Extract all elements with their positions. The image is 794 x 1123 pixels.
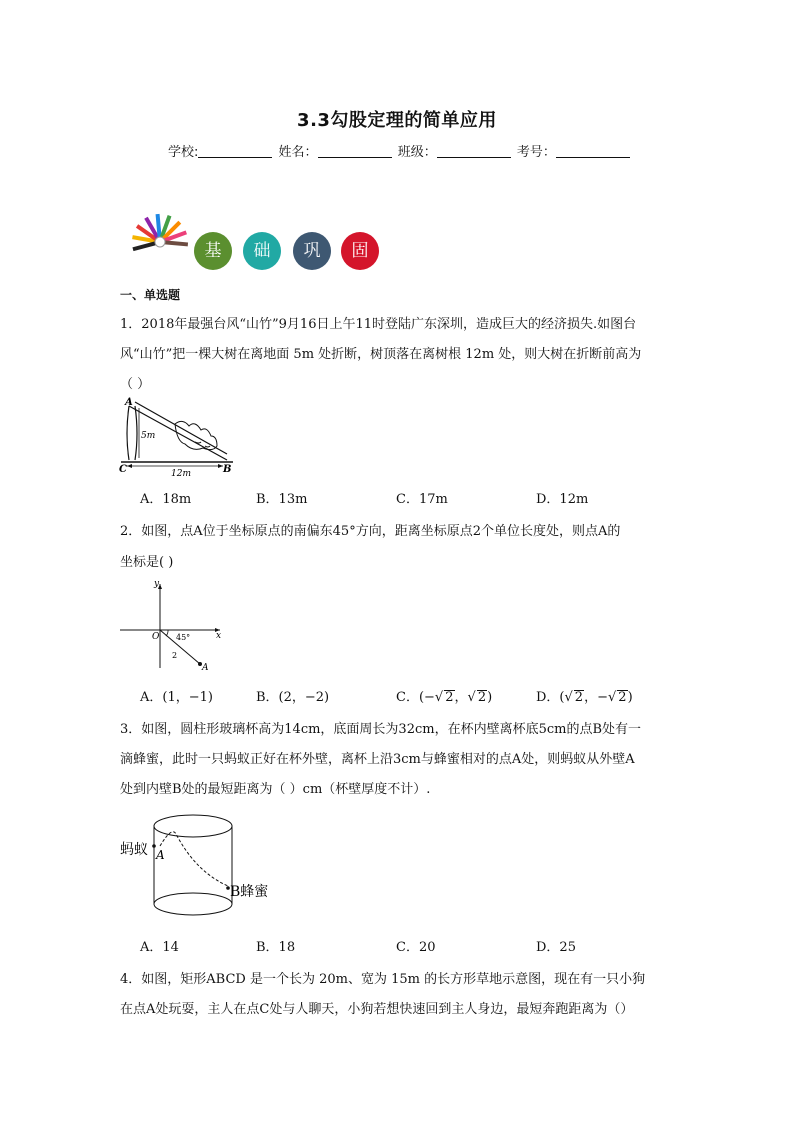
school-blank[interactable] (198, 145, 272, 158)
banner-char-gong: 巩 (293, 232, 331, 270)
sqrt-symbol: √ (607, 690, 617, 705)
q3-line-1: 3．如图，圆柱形玻璃杯高为14cm，底面周长为32cm，在杯内壁离杯底5cm的点B处有一 (120, 722, 642, 737)
q3-line-3: 处到内壁B处的最短距离为（ ）cm（杯壁厚度不计）. (120, 782, 431, 797)
q2-label-o: O (152, 632, 160, 642)
q1-broken-tree-figure (115, 394, 240, 476)
q2-line-2: 坐标是( ) (120, 555, 174, 570)
exam-number-label: 考号： (516, 145, 556, 160)
page-title: 3.3勾股定理的简单应用 (297, 110, 497, 131)
q1-option-d[interactable]: D．12m (536, 492, 589, 507)
q3-option-b[interactable]: B．18 (256, 940, 296, 955)
q2-label-45: 45° (176, 633, 191, 642)
q3-label-b-honey: B蜂蜜 (230, 884, 269, 900)
banner-char-ji: 基 (194, 232, 232, 270)
q2-coordinate-figure (116, 576, 226, 672)
q3-label-a: A (156, 848, 165, 862)
q2-option-c[interactable]: C．(−√ 2，√ 2) (396, 690, 493, 705)
q2-option-d[interactable]: D．(√ 2，−√ 2) (536, 690, 633, 705)
q2-option-b[interactable]: B．(2，−2) (256, 690, 330, 705)
student-info-line (168, 141, 632, 160)
school-label: 学校: (168, 145, 199, 160)
q4-line-2: 在点A处玩耍，主人在点C处与人聊天，小狗若想快速回到主人身边，最短奔跑距离为（） (120, 1002, 634, 1017)
q2-label-y: y (154, 579, 160, 589)
q3-line-2: 滴蜂蜜，此时一只蚂蚁正好在杯外壁，离杯上沿3cm与蜂蜜相对的点A处，则蚂蚁从外壁A (120, 752, 635, 767)
q1-option-b[interactable]: B．13m (256, 492, 308, 507)
colored-pencils-icon (130, 210, 190, 270)
banner-char-chu: 础 (243, 232, 281, 270)
q1-label-a: A (125, 397, 133, 408)
q1-line-2: 风“山竹”把一棵大树在离地面 5m 处折断，树顶落在离树根 12m 处，则大树在折断前高为 (120, 347, 642, 362)
sqrt-symbol: √ (564, 690, 573, 705)
q3-label-ant: 蚂蚁 (120, 842, 148, 858)
q1-option-a[interactable]: A．18m (140, 492, 192, 507)
class-label: 班级： (397, 145, 437, 160)
q2-option-a[interactable]: A．(1，−1) (140, 690, 213, 705)
q3-option-c[interactable]: C．20 (396, 940, 436, 955)
q3-cylinder-figure (116, 806, 286, 922)
q1-label-12m: 12m (171, 469, 191, 476)
q1-line-1: 1．2018年最强台风“山竹”9月16日上午11时登陆广东深圳，造成巨大的经济损失.如图台 (120, 317, 637, 332)
sqrt-symbol: √ (467, 690, 476, 705)
name-blank[interactable] (318, 145, 392, 158)
q4-line-1: 4．如图，矩形ABCD 是一个长为 20m、宽为 15m 的长方形草地示意图，现在有一只小狗 (120, 972, 646, 987)
q1-line-3: （ ） (120, 377, 151, 392)
q3-option-d[interactable]: D．25 (536, 940, 576, 955)
class-blank[interactable] (437, 145, 511, 158)
q1-option-c[interactable]: C．17m (396, 492, 448, 507)
q2-line-1: 2．如图，点A位于坐标原点的南偏东45°方向，距离坐标原点2个单位长度处，则点A的 (120, 524, 621, 539)
q2-label-2: 2 (172, 651, 178, 660)
banner-char-gu: 固 (341, 232, 379, 270)
sqrt-symbol: √ (434, 690, 444, 705)
q1-label-c: C (119, 464, 127, 475)
q1-label-b: B (223, 464, 232, 475)
section-heading: 一、单选题 (120, 288, 181, 302)
q2-label-x: x (216, 631, 222, 641)
name-label: 姓名： (278, 145, 318, 160)
q3-option-a[interactable]: A．14 (140, 940, 179, 955)
exam-number-blank[interactable] (556, 145, 630, 158)
q1-label-5m: 5m (141, 431, 156, 441)
q2-label-a: A (202, 663, 209, 672)
